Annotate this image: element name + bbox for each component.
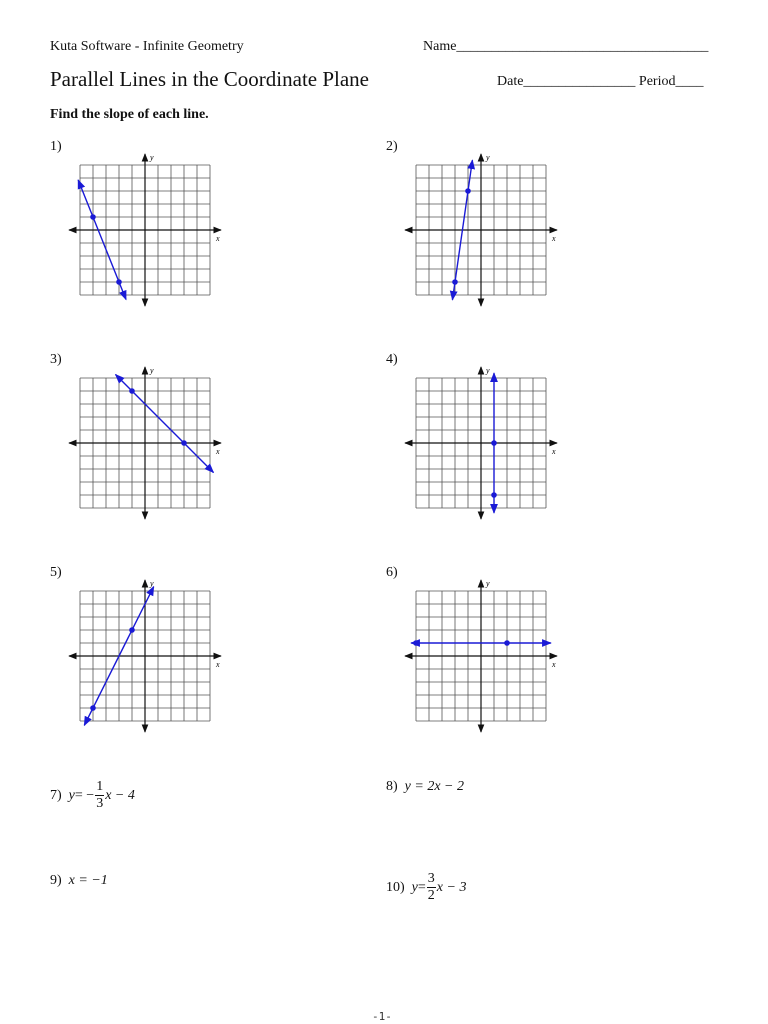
plotted-point [452,279,458,285]
problem-10-number: 10) [386,879,405,895]
coordinate-plane [65,363,225,523]
y-axis-label: y [486,153,490,162]
x-axis-label: x [216,234,220,243]
x-axis-label: x [552,447,556,456]
problem-7-fraction [95,780,104,811]
problem-10-denominator: 2 [427,888,435,903]
coordinate-plane [65,150,225,310]
problem-9-equation: x = −1 [68,873,108,888]
instructions: Find the slope of each line. [50,107,209,122]
problem-1-number: 1) [50,139,62,154]
problem-10-lhs: y [411,879,418,895]
problem-1-graph [65,150,225,310]
plotted-point [504,640,510,646]
problem-10-fraction [427,872,436,903]
plotted-point [491,440,497,446]
problem-8-equation: y = 2x − 2 [404,779,464,794]
problem-7-lhs: y [68,787,75,803]
plotted-point [90,214,96,220]
y-axis-label: y [486,366,490,375]
worksheet-title: Parallel Lines in the Coordinate Plane [50,67,369,91]
problem-8-number: 8) [386,779,398,794]
plotted-point [129,627,135,633]
name-field[interactable]: Name____________________________________ [423,39,709,54]
y-axis-label: y [486,579,490,588]
plotted-point [413,640,419,646]
plotted-point [181,440,187,446]
problem-10-equals: = [417,879,426,895]
plotted-point [129,388,135,394]
problem-7-numerator: 1 [96,779,104,794]
problem-3-graph [65,363,225,523]
page-number: -1- [372,1010,392,1023]
date-period-field[interactable]: Date________________ Period____ [497,74,704,89]
problem-7-equals: = − [74,787,95,803]
x-axis-label: x [552,234,556,243]
problem-4-number: 4) [386,352,398,367]
problem-7-number: 7) [50,787,62,803]
x-axis-label: x [216,660,220,669]
y-axis-label: y [150,366,154,375]
plotted-point [116,279,122,285]
problem-9 [50,873,108,889]
problem-8 [386,779,464,795]
problem-7-rest: x − 4 [105,787,135,803]
problem-7 [50,780,135,811]
x-axis-label: x [552,660,556,669]
coordinate-plane [65,576,225,736]
problem-4-graph [401,363,561,523]
y-axis-label: y [150,579,154,588]
problem-2-graph [401,150,561,310]
publisher-text: Kuta Software - Infinite Geometry [50,39,244,54]
problem-3-number: 3) [50,352,62,367]
plotted-point [90,705,96,711]
plotted-point [465,188,471,194]
problem-10 [386,872,466,903]
coordinate-plane [401,363,561,523]
problem-2-number: 2) [386,139,398,154]
problem-5-graph [65,576,225,736]
problem-10-rest: x − 3 [436,879,467,895]
problem-6-graph [401,576,561,736]
x-axis-label: x [216,447,220,456]
y-axis-label: y [150,153,154,162]
coordinate-plane [401,576,561,736]
problem-10-numerator: 3 [427,871,435,886]
coordinate-plane [401,150,561,310]
plotted-point [491,492,497,498]
problem-5-number: 5) [50,565,62,580]
problem-7-denominator: 3 [96,796,104,811]
problem-6-number: 6) [386,565,398,580]
problem-9-number: 9) [50,873,62,888]
